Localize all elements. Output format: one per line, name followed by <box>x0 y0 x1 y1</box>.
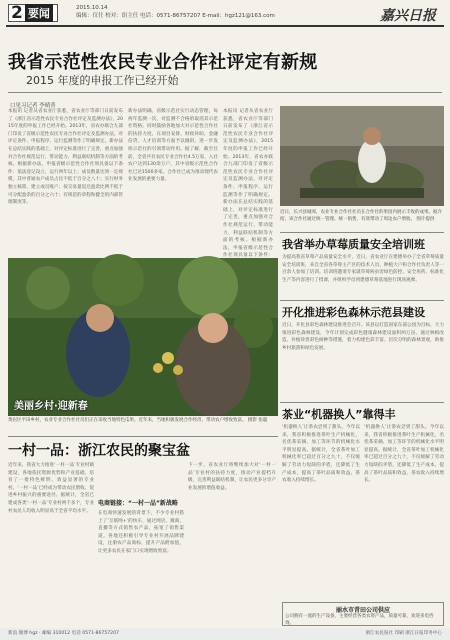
divider <box>8 436 278 437</box>
lead-subhead: 2015 年度的申报工作已经开始 <box>26 74 179 87</box>
section-name: 要闻 <box>25 4 53 22</box>
page-number-box <box>8 4 58 22</box>
main-photo <box>8 258 278 416</box>
side-story-title: 茶业“机器换人”靠得丰 <box>282 408 396 421</box>
bottom-body-col2: 在电商快速发展的背景下，不少专业村搭上了‘互联网+’的快车，通过网店、微商、直播等方式销售农产品，拓宽了销售渠道。各地还积极引导专业村开展品牌建设，注册农产品商标，提升产品附加值，让更多农民在家门口实现增收致富。 <box>98 511 184 554</box>
right-photo-image <box>280 106 444 206</box>
divider <box>280 232 444 233</box>
lead-body-col1: 本报讯 记者从省农业厅获悉，省农业厅等部门日前发布了《浙江省示范性农民专业合作社评定及监测办法》，2015年度的申报工作已经开始。2013年，省农办联合九部门印发了省级示范性农民专业合作社评定及监测办法，对评定条件、申报程序、运行监测等作了明确规定。新办法在总结实践的基础上，对评定标准进行了完善，重点加强对合作社规范运行、带动能力、利益联结机制等方面的考核。根据新办法，申报省级示范性合作社须具备以下条件：依法登记设立，运行两年以上；成员数量达到一定规模，其中普通农户成员占比不低于百分之八十；实行财务独立核算，建立成员账户；按交易量返还盈余比例不低于可分配盈余的百分之六十；有规范的章程和健全的内部管理制度等。 <box>8 109 123 206</box>
page-number: 2 <box>11 2 23 23</box>
side-story-body: 为提高我省草莓产品质量安全水平，近日，省农业厅在建德举办了全省草莓质量安全培训班，来自全省各草莓主产区的技术人员、种植大户和合作社负责人等一百余人参加了培训。培训班邀请专家就草莓病虫害绿色防控、安全用药、标准化生产等内容进行了授课，并组织学员到建德草莓基地进行现场观摩。 <box>282 255 444 283</box>
side-story-body-col1: ‘机器换人’让茶农尝到了甜头。今年以来，我省积极推进茶叶生产机械化，名优茶采摘、加工等环节的机械化水平明显提高。据统计，全省茶叶加工机械化率已超过百分之九十，不仅缓解了劳动力短缺的矛盾，还降低了生产成本，提高了茶叶品质和效益，茶农收入持续增长。 <box>282 425 360 484</box>
photo-overlay-title: 美丽乡村·迎新春 <box>14 401 88 412</box>
right-photo <box>280 106 444 206</box>
main-photo-image <box>8 258 278 416</box>
divider <box>280 402 444 403</box>
side-story-title: 我省举办草莓质量安全培训班 <box>282 238 425 251</box>
divider <box>280 300 444 301</box>
main-photo-caption: 黄岩区平田乡村，农业专业合作社社员们正在采收当地特色瓜果。近年来，当地积极发展合作经济，带动农户增收致富。 摄影 张聪 <box>8 418 268 423</box>
divider <box>8 92 442 93</box>
lead-body-col2: 新办法明确，省级示范社实行动态管理，每两年监测一次，对监测不合格的取消其示范社资格。同时鼓励各地加大对示范性合作社的扶持力度，在项目安排、财政补助、金融信贷、人才培训等方面予以倾斜，进一步发挥示范社的引领带动作用。据了解，截至目前，全省共有农民专业合作社4.5万家，入社农户达到130余万户，其中省级示范性合作社已达1500多家，合作社已成为推动现代农业发展的重要力量。 <box>128 109 218 183</box>
issue-contacts: 编辑：仅仕 校对：组主任 电话：0571-86757207 E-mail：hgz121@163.com <box>76 13 275 19</box>
masthead-rule <box>6 25 444 27</box>
issue-info <box>76 4 275 20</box>
ad-box <box>282 602 444 626</box>
lead-body-col3: 本报讯 记者从省农业厅获悉，省农业厅等部门日前发布了《浙江省示范性农民专业合作社评定及监测办法》，2015年度的申报工作已经开始。2013年，省农办联合九部门印发了省级示范性农民专业合作社评定及监测办法，对评定条件、申报程序、运行监测等作了明确规定。新办法在总结实践的基础上，对评定标准进行了完善，重点加强对合作社规范运行、带动能力、利益联结机制等方面的考核。根据新办法，申报省级示范性合作社须具备以下条件： <box>223 109 273 259</box>
side-story-body: 近日，开化县彩色森林建设推进会召开。该县以打造国家东部公园为目标，大力推进彩色森林建设，今年计划完成彩色健康森林建设面积两万亩，通过林相改造、补植珍贵彩色树种等措施，着力构建色彩丰富、层次分明的森林景观，助推乡村旅游和绿色发展。 <box>282 323 444 351</box>
side-story-title: 开化推进彩色森林示范县建设 <box>282 306 425 319</box>
right-photo-caption: 近日，长兴县城郊，农业专业合作社社员在合作社的果园内展示丰收的成果。据介绍，该合作社通过统一管理、统一销售，有效带动了周边农户增收。 图片提供 <box>280 210 442 222</box>
footer-right: 浙江农民报社 印刷 浙江日报印务中心 <box>365 631 442 636</box>
ad-body: 公司拥有一流的生产设备，主要经营各类农资产品，质量可靠，欢迎来电咨询。 <box>285 614 434 626</box>
lead-headline: 我省示范性农民专业合作社评定有新规 <box>8 52 318 73</box>
side-story-body-col2: ‘机器换人’让茶农尝到了甜头。今年以来，我省积极推进茶叶生产机械化，名优茶采摘、加工等环节的机械化水平明显提高。据统计，全省茶叶加工机械化率已超过百分之九十，不仅缓解了劳动力短缺的矛盾，还降低了生产成本，提高了茶叶品质和效益，茶农收入持续增长。 <box>364 425 444 484</box>
lead-byline: 口见习记者 李晴菁 <box>10 103 56 109</box>
bottom-body-col3: 下一步，省农业厅将继续加大对‘一村一品’专业村的扶持力度，推动产业提档升级，完善利益联结机制，让农民更多分享产业发展的增值收益。 <box>188 463 276 491</box>
bottom-story-title: 一村一品：浙江农民的聚宝盆 <box>8 443 190 459</box>
paper-logo: 嘉兴日报 <box>380 8 436 24</box>
bottom-body-col1: 近年来，我省大力推进‘一村一品’专业村镇建设，各地依托资源优势和产业基础，培育了一批特色鲜明、效益显著的专业村。‘一村一品’已经成为带动农民增收、促进乡村振兴的重要途径。据统计，全省已建成各类‘一村一品’专业村两千多个，专业村农民人均收入明显高于全省平均水平。 <box>8 463 94 514</box>
footer <box>0 628 450 640</box>
ad-title: 丽水市青田公司供应 <box>335 607 390 614</box>
bottom-story-subtitle: 电商链接：“一村一品”新战略 <box>98 500 178 507</box>
issue-date: 2015.10.14 <box>76 5 108 11</box>
footer-left: 新浪 微博 hgz · 邮编 310012 电话 0571-86757207 <box>8 631 119 636</box>
